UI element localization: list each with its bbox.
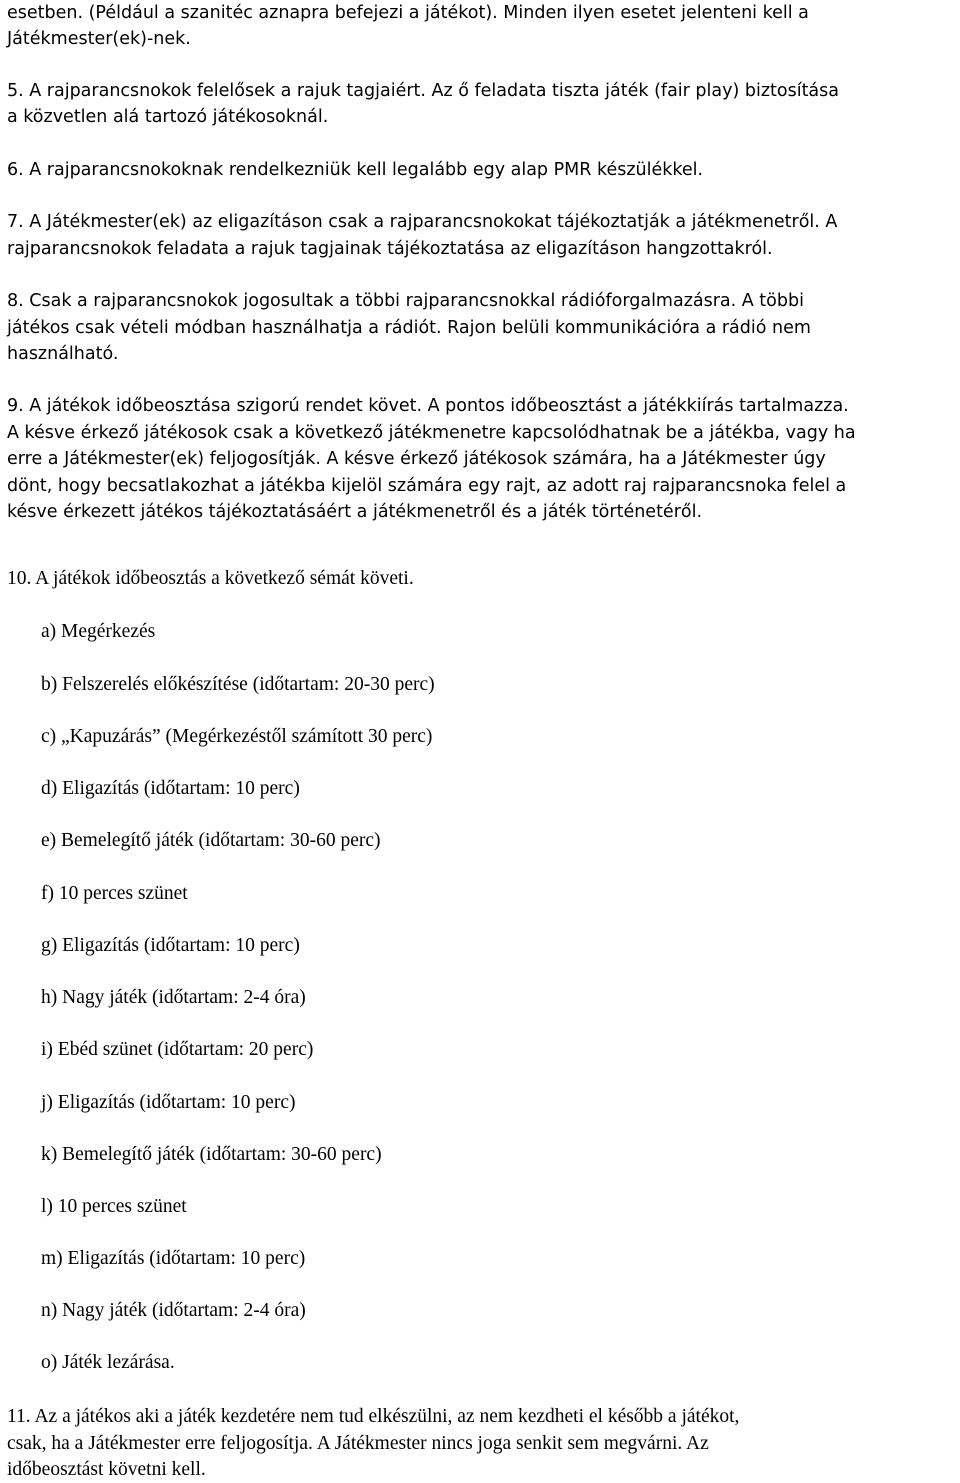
schedule-item-b: b) Felszerelés előkészítése (időtartam: 20-30 perc) [41, 674, 435, 695]
schedule-item-k: k) Bemelegítő játék (időtartam: 30-60 perc) [41, 1144, 382, 1165]
text-line-34: időbeosztást követni kell. [7, 1459, 206, 1480]
text-line-14: dönt, hogy becsatlakozhat a játékba kijelöl számára egy rajt, az adott raj rajparancsnoka felel a [7, 476, 847, 496]
text-line-12: A késve érkező játékosok csak a következő játékmenetre kapcsolódhatnak be a játékba, vagy ha [7, 423, 856, 443]
text-line-1: esetben. (Például a szanitéc aznapra befejezi a játékot). Minden ilyen esetet jelenteni kell a [7, 3, 809, 23]
text-line-16: 10. A játékok időbeosztás a következő sémát követi. [7, 568, 414, 589]
text-line-15: késve érkezett játékos tájékoztatásáért a játékmenetről és a játék történetéről. [7, 502, 703, 522]
schedule-item-e: e) Bemelegítő játék (időtartam: 30-60 perc) [41, 830, 381, 851]
text-line-33: csak, ha a Játékmester erre feljogosítja. A Játékmester nincs joga senkit sem megvárni. Az [7, 1433, 709, 1454]
text-line-9: játékos csak vételi módban használhatja a rádiót. Rajon belüli kommunikációra a rádió nem [7, 318, 811, 338]
schedule-item-c: c) „Kapuzárás” (Megérkezéstől számított 30 perc) [41, 726, 433, 747]
schedule-item-d: d) Eligazítás (időtartam: 10 perc) [41, 778, 300, 799]
text-line-4: a közvetlen alá tartozó játékosoknál. [7, 107, 329, 127]
schedule-item-i: i) Ebéd szünet (időtartam: 20 perc) [41, 1039, 314, 1060]
schedule-item-n: n) Nagy játék (időtartam: 2-4 óra) [41, 1300, 306, 1321]
text-line-2: Játékmester(ek)-nek. [7, 29, 191, 49]
schedule-item-a: a) Megérkezés [41, 621, 156, 642]
schedule-item-h: h) Nagy játék (időtartam: 2-4 óra) [41, 987, 306, 1008]
schedule-item-g: g) Eligazítás (időtartam: 10 perc) [41, 935, 300, 956]
text-line-3: 5. A rajparancsnokok felelősek a rajuk tagjaiért. Az ő feladata tiszta játék (fair play) biztosítása [7, 81, 839, 101]
text-line-32: 11. Az a játékos aki a játék kezdetére nem tud elkészülni, az nem kezdheti el később a játékot, [7, 1406, 740, 1427]
text-line-10: használható. [7, 344, 119, 364]
schedule-item-l: l) 10 perces szünet [41, 1196, 187, 1217]
schedule-item-m: m) Eligazítás (időtartam: 10 perc) [41, 1248, 306, 1269]
text-line-11: 9. A játékok időbeosztása szigorú rendet követ. A pontos időbeosztást a játékkiírás tartalmazza. [7, 396, 849, 416]
schedule-item-j: j) Eligazítás (időtartam: 10 perc) [41, 1092, 296, 1113]
text-line-6: 7. A Játékmester(ek) az eligazításon csak a rajparancsnokokat tájékoztatják a játékmenetről. A [7, 212, 838, 232]
text-line-5: 6. A rajparancsnokoknak rendelkezniük kell legalább egy alap PMR készülékkel. [7, 160, 704, 180]
schedule-item-o: o) Játék lezárása. [41, 1352, 175, 1373]
text-line-7: rajparancsnokok feladata a rajuk tagjainak tájékoztatása az eligazításon hangzottakról. [7, 239, 773, 259]
text-line-13: erre a Játékmester(ek) feljogosítják. A késve érkező játékosok számára, ha a Játékmester úgy [7, 449, 826, 469]
schedule-item-f: f) 10 perces szünet [41, 883, 188, 904]
text-line-8: 8. Csak a rajparancsnokok jogosultak a többi rajparancsnokkal rádióforgalmazásra. A többi [7, 291, 804, 311]
